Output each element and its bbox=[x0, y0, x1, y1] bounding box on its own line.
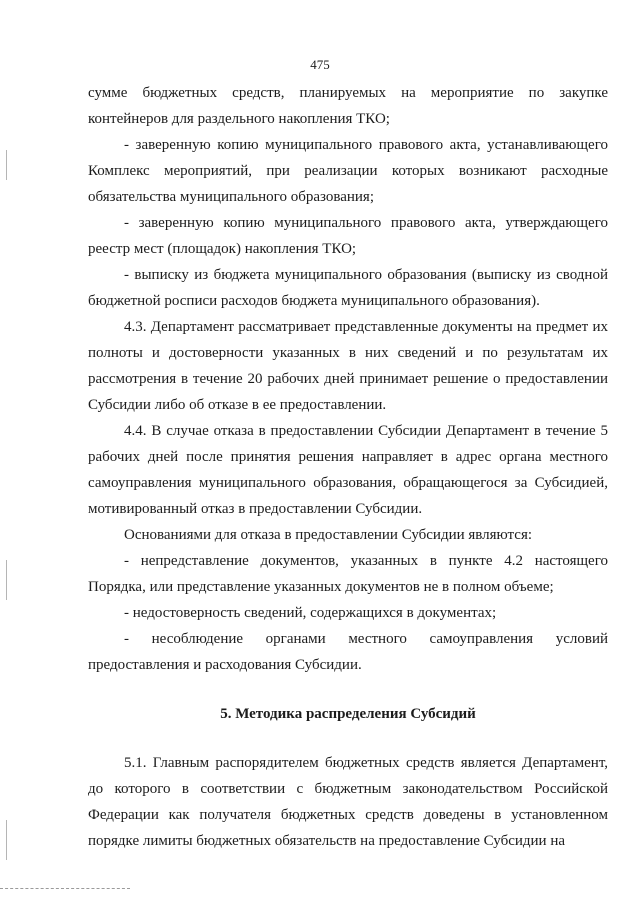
section-heading: 5. Методика распределения Субсидий bbox=[220, 706, 476, 722]
paragraph: 4.3. Департамент рассматривает представленные документы на предмет их полноты и достоверности указанных в них сведений и по результатам их рассмотрения в течение 20 рабочих дней принимает решение о предоставлении Субсидии либо об отказе в ее предоставлении. bbox=[88, 319, 608, 413]
paragraph: Основаниями для отказа в предоставлении Субсидии являются: bbox=[124, 527, 533, 543]
paragraph: - недостоверность сведений, содержащихся в документах; bbox=[124, 605, 497, 621]
paragraph: 5.1. Главным распорядителем бюджетных средств является Департамент, до которого в соответствии с бюджетным законодательством Российской Федерации как получателя бюджетных средств доведены в установленном порядке лимиты бюджетных обязательств на предоставление Субсидии на bbox=[88, 755, 608, 849]
paragraph: - заверенную копию муниципального правового акта, утверждающего реестр мест (площадок) накопления ТКО; bbox=[88, 215, 608, 257]
page-number: 475 bbox=[310, 57, 330, 72]
paragraph: - несоблюдение органами местного самоуправления условий предоставления и расходования Субсидии. bbox=[88, 631, 608, 673]
paragraph: - выписку из бюджета муниципального образования (выписку из сводной бюджетной росписи расходов бюджета муниципального образования). bbox=[88, 267, 608, 309]
scan-edge-mark bbox=[6, 560, 7, 600]
paragraph: сумме бюджетных средств, планируемых на мероприятие по закупке контейнеров для раздельного накопления ТКО; bbox=[88, 85, 608, 127]
document-body bbox=[88, 80, 608, 854]
footer-rule bbox=[0, 888, 130, 890]
scan-edge-mark bbox=[6, 820, 7, 860]
paragraph: - непредставление документов, указанных в пункте 4.2 настоящего Порядка, или представление указанных документов не в полном объеме; bbox=[88, 553, 608, 595]
paragraph: - заверенную копию муниципального правового акта, устанавливающего Комплекс мероприятий, при реализации которых возникают расходные обязательства муниципального образования; bbox=[88, 137, 608, 205]
paragraph: 4.4. В случае отказа в предоставлении Субсидии Департамент в течение 5 рабочих дней после принятия решения направляет в адрес органа местного самоуправления муниципального образования, обращающегося за Субсидией, мотивированный отказ в предоставлении Субсидии. bbox=[88, 423, 608, 517]
scan-edge-mark bbox=[6, 150, 7, 180]
